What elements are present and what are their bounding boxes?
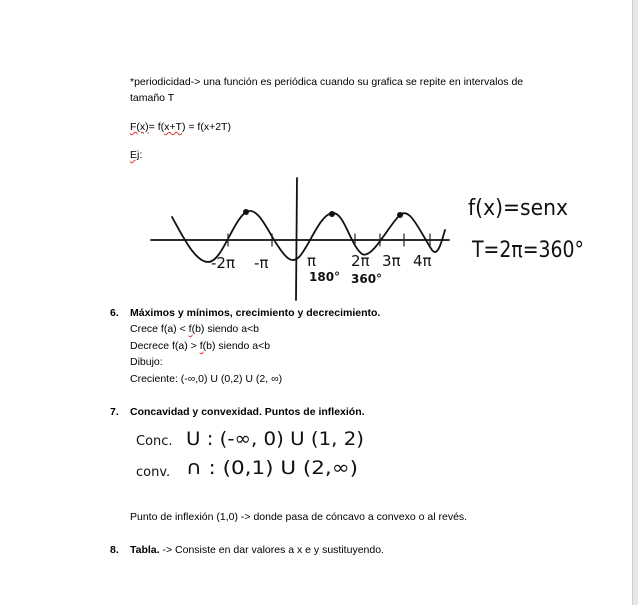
creciente-line: Creciente: (-∞,0) U (0,2) U (2, ∞): [130, 373, 283, 385]
section-6-title: Máximos y mínimos, crecimiento y decrecimiento.: [130, 307, 381, 319]
conv-label: conv.: [136, 465, 171, 480]
tick-label: 3π: [382, 252, 401, 270]
dibujo-line: Dibujo:: [130, 356, 163, 368]
period-note: T=2π=360°: [471, 238, 584, 263]
degree-label: 180°: [309, 270, 341, 284]
conc-value: U : (-∞, 0) U (1, 2): [186, 428, 364, 450]
function-note: f(x)=senx: [468, 196, 568, 221]
example-label: Ej:: [130, 149, 143, 161]
tick-label: 4π: [413, 252, 432, 270]
section-8-text: -> Consiste en dar valores a x e y sustituyendo.: [159, 544, 384, 556]
section-8-line: [130, 543, 384, 557]
formula-eq1: = f(: [148, 121, 165, 133]
inflexion-line: Punto de inflexión (1,0) -> donde pasa de cóncavo a convexo o al revés.: [130, 511, 468, 523]
section-7-number: 7.: [110, 406, 119, 418]
section-6-number: 6.: [110, 307, 119, 319]
decrece-line: Decrece f(a) > f(b) siendo a<b: [130, 340, 271, 352]
tick-label: -π: [254, 254, 269, 272]
tick-label: 2π: [351, 252, 370, 270]
tick-label: -2π: [211, 254, 235, 272]
conc-label: Conc.: [136, 434, 173, 449]
formula-prefix: F(x): [130, 121, 149, 133]
conv-value: ∩ : (0,1) U (2,∞): [186, 457, 358, 479]
formula-arg: x+T: [164, 121, 182, 133]
degree-label: 360°: [351, 272, 383, 286]
periodicity-line-1: *periodicidad-> una función es periódica cuando su grafica se repite en intervalos de: [130, 76, 524, 88]
section-8-number: 8.: [110, 544, 119, 556]
crece-line: Crece f(a) < f(b) siendo a<b: [130, 323, 260, 335]
section-7-title: Concavidad y convexidad. Puntos de inflexión.: [130, 406, 365, 418]
formula-rest: ) = f(x+2T): [181, 121, 231, 133]
section-8-title: Tabla.: [130, 544, 160, 556]
periodicity-line-2: tamaño T: [130, 92, 175, 104]
tick-label: π: [307, 252, 317, 270]
